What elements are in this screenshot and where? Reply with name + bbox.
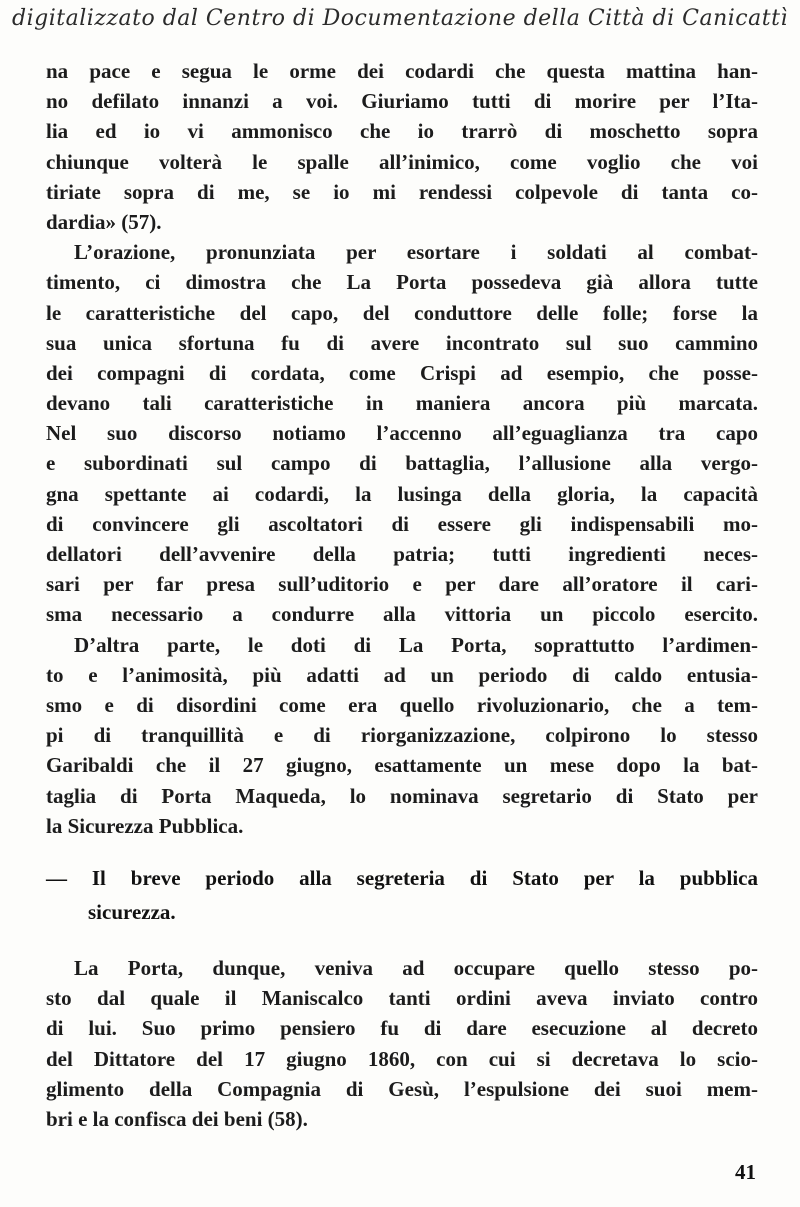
section-paragraph bbox=[46, 953, 758, 1134]
text-line: D’altra parte, le doti di La Porta, soprattutto l’ardimen- bbox=[74, 632, 758, 657]
text-line: glimento della Compagnia di Gesù, l’espulsione dei suoi mem- bbox=[46, 1076, 758, 1101]
text-line: sua unica sfortuna fu di avere incontrato sul suo cammino bbox=[46, 330, 758, 355]
text-line: taglia di Porta Maqueda, lo nominava segretario di Stato per bbox=[46, 783, 758, 808]
paragraph-1 bbox=[46, 56, 758, 237]
text-line: na pace e segua le orme dei codardi che questa mattina han- bbox=[46, 59, 758, 83]
paragraph-2 bbox=[46, 237, 758, 629]
text-line: sma necessario a condurre alla vittoria un piccolo esercito. bbox=[46, 602, 758, 627]
digitization-watermark: digitalizzato dal Centro di Documentazione della Città di Canicattì bbox=[12, 6, 788, 31]
text-line: La Porta, dunque, veniva ad occupare quello stesso po- bbox=[74, 956, 758, 980]
text-line: timento, ci dimostra che La Porta possedeva già allora tutte bbox=[46, 270, 758, 295]
text-line: lia ed io vi ammonisco che io trarrò di moschetto sopra bbox=[46, 119, 758, 144]
paragraph-3 bbox=[46, 630, 758, 841]
text-line: devano tali caratteristiche in maniera ancora più marcata. bbox=[46, 391, 758, 416]
text-line: chiunque volterà le spalle all’inimico, come voglio che voi bbox=[46, 149, 758, 174]
text-line: sto dal quale il Maniscalco tanti ordini aveva inviato contro bbox=[46, 986, 758, 1011]
text-line: del Dittatore del 17 giugno 1860, con cui si decretava lo scio- bbox=[46, 1046, 758, 1071]
text-line: to e l’animosità, più adatti ad un periodo di caldo entusia- bbox=[46, 662, 758, 687]
text-line: le caratteristiche del capo, del conduttore delle folle; forse la bbox=[46, 300, 758, 325]
text-line: e subordinati sul campo di battaglia, l’allusione alla vergo- bbox=[46, 451, 758, 476]
heading-line: — Il breve periodo alla segreteria di Stato per la pubblica bbox=[46, 866, 758, 890]
main-text bbox=[46, 56, 758, 841]
heading-line: sicurezza. bbox=[88, 900, 176, 924]
text-line: L’orazione, pronunziata per esortare i soldati al combat- bbox=[74, 240, 758, 265]
section-heading bbox=[46, 861, 758, 929]
text-line: la Sicurezza Pubblica. bbox=[46, 813, 244, 838]
text-line: tiriate sopra di me, se io mi rendessi colpevole di tanta co- bbox=[46, 179, 758, 204]
text-line: Garibaldi che il 27 giugno, esattamente un mese dopo la bat- bbox=[46, 753, 758, 778]
text-line: no defilato innanzi a voi. Giuriamo tutti di morire per l’Ita- bbox=[46, 89, 758, 114]
text-line: dardia» (57). bbox=[46, 209, 162, 234]
text-line: di lui. Suo primo pensiero fu di dare esecuzione al decreto bbox=[46, 1016, 758, 1041]
page-number: 41 bbox=[735, 1160, 756, 1184]
text-line: gna spettante ai codardi, la lusinga della gloria, la capacità bbox=[46, 481, 758, 506]
text-line: Nel suo discorso notiamo l’accenno all’eguaglianza tra capo bbox=[46, 421, 758, 446]
text-line: di convincere gli ascoltatori di essere gli indispensabili mo- bbox=[46, 511, 758, 536]
text-line: sari per far presa sull’uditorio e per dare all’oratore il cari- bbox=[46, 572, 758, 597]
text-line: pi di tranquillità e di riorganizzazione, colpirono lo stesso bbox=[46, 723, 758, 748]
text-line: dei compagni di cordata, come Crispi ad esempio, che posse- bbox=[46, 360, 758, 385]
text-line: smo e di disordini come era quello rivoluzionario, che a tem- bbox=[46, 692, 758, 717]
text-line: bri e la confisca dei beni (58). bbox=[46, 1106, 308, 1131]
text-line: dellatori dell’avvenire della patria; tutti ingredienti neces- bbox=[46, 542, 758, 566]
